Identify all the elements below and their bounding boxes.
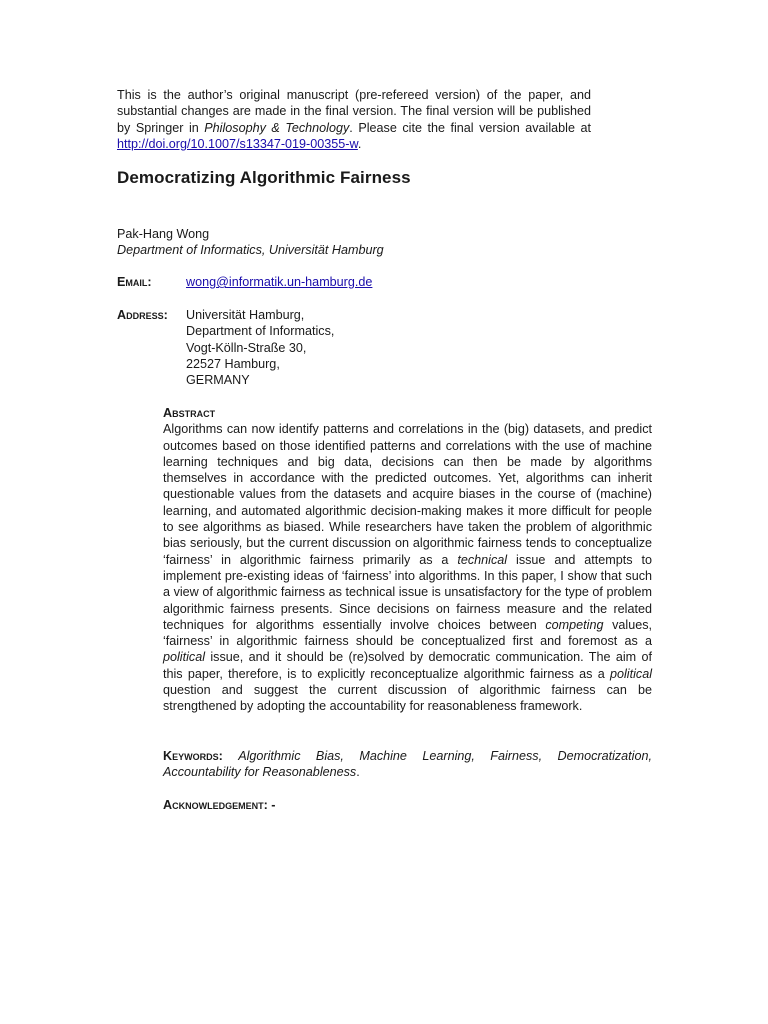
abstract-text-part: values, ‘fairness’ in algorithmic fairness should be conceptualized first and foremost as a bbox=[163, 617, 653, 649]
keywords-section bbox=[163, 748, 652, 781]
doi-link[interactable]: http://doi.org/10.1007/s13347-019-00355-w bbox=[117, 136, 358, 151]
paper-title: Democratizing Algorithmic Fairness bbox=[117, 168, 411, 187]
abstract-text-part: question and suggest the current discussion of algorithmic fairness can be strengthened by adopting the accountability for reasonableness framework. bbox=[163, 683, 652, 714]
address-line: Vogt-Kölln-Straße 30, bbox=[186, 340, 307, 355]
abstract-body bbox=[163, 421, 652, 714]
keywords-label: Keywords: bbox=[163, 749, 223, 763]
address-label: Address: bbox=[117, 308, 168, 322]
acknowledgement-section bbox=[163, 797, 276, 813]
address-block bbox=[186, 307, 334, 388]
author-name: Pak-Hang Wong bbox=[117, 227, 210, 241]
abstract-text-part: issue and attempts to implement pre-existing ideas of ‘fairness’ into algorithms. In this paper, I show that such a view of algorithmic fairness as technical issue is unsatisfactory for the type of problem algorithmic fairness presents. Since decisions on fairness measure and the related techniques for algorithms essentially involve choices between bbox=[163, 552, 652, 632]
acknowledgement-value: - bbox=[267, 798, 276, 812]
abstract-emphasis: political bbox=[610, 666, 652, 681]
notice-text-3: . bbox=[357, 136, 362, 151]
email-link[interactable]: wong@informatik.un-hamburg.de bbox=[186, 275, 373, 289]
abstract-emphasis: technical bbox=[457, 552, 508, 567]
notice-text-1: This is the author’s original manuscript (pre-refereed version) of the paper, and substantial changes are made in the final version. The final version will be published by Springer in bbox=[117, 88, 591, 135]
keywords-end: . bbox=[356, 765, 360, 780]
author-affiliation: Department of Informatics, Universität Hamburg bbox=[117, 243, 384, 257]
abstract-emphasis: competing bbox=[545, 617, 604, 632]
abstract-text-part: Algorithms can now identify patterns and correlations in the (big) datasets, and predict outcomes based on those identified patterns and correlations with the use of machine learning techniques and big data, decisions can then be made by algorithms themselves in accordance with the predicted outcomes. Yet, algorithms can inherit questionable values from the datasets and acquire biases in the course of (machine) learning, and automated algorithmic decision-making makes it more difficult for people to see algorithms as biased. While researchers have taken the problem of algorithmic bias seriously, but the current discussion on algorithmic fairness tends to conceptualize ‘fairness’ in algorithmic fairness primarily as a bbox=[163, 422, 652, 567]
abstract-heading: Abstract bbox=[163, 406, 216, 420]
keywords-list: Algorithmic Bias, Machine Learning, Fairness, Democratization, Accountability for Reasonableness bbox=[163, 749, 652, 780]
notice-text-2: . Please cite the final version available at bbox=[349, 120, 591, 135]
address-line: Universität Hamburg, bbox=[186, 308, 305, 322]
email-label: Email: bbox=[117, 275, 152, 289]
journal-name: Philosophy & Technology bbox=[204, 120, 350, 135]
address-line: GERMANY bbox=[186, 373, 250, 388]
abstract-emphasis: political bbox=[163, 650, 205, 665]
address-line: 22527 Hamburg, bbox=[186, 356, 280, 371]
acknowledgement-label: Acknowledgement: bbox=[163, 798, 268, 812]
preprint-notice bbox=[117, 87, 591, 152]
abstract-text-part: issue, and it should be (re)solved by democratic communication. The aim of this paper, therefore, is to explicitly reconceptualize algorithmic fairness as a bbox=[163, 650, 652, 681]
address-line: Department of Informatics, bbox=[186, 324, 335, 339]
abstract-section bbox=[163, 405, 652, 715]
